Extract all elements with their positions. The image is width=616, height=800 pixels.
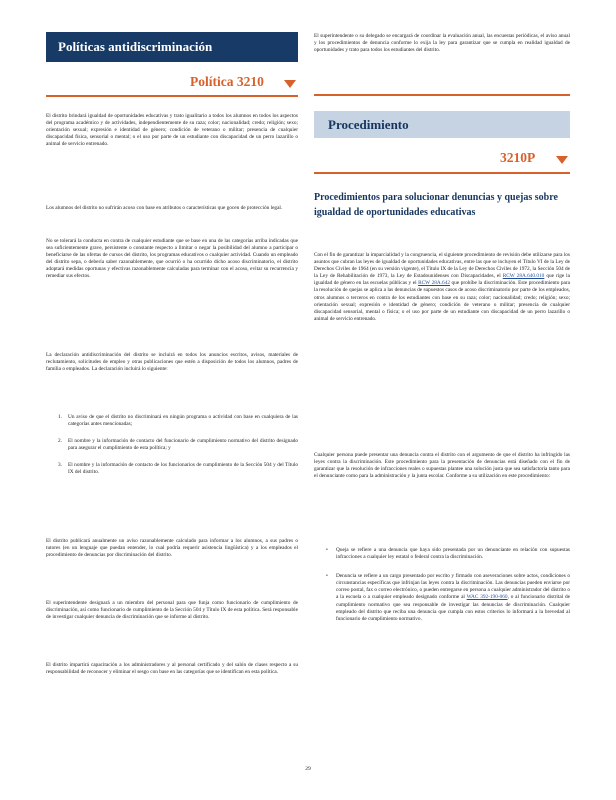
policy-banner [46, 32, 298, 62]
left-para-3: No se tolerará la conducta en contra de cualquier estudiante que se base en una de las categorías arriba indicadas que sea suficientemente grave, persistente o constante respecto a limitar o negar la posibilidad del alumno a participar o beneficiarse de las ofertas de cursos del distrito, los programas educativos o cualquier actividad. Cuando un empleado del distrito sepa, o debería saber razonablemente, que ocurrió o ha ocurrido dicho acoso discriminatorio, el distrito adoptará medidas oportunas y efectivas razonablemente calculadas para terminar con el acoso, evitar su recurrencia y remediar sus efectos. [46, 238, 298, 280]
policy-rule [46, 95, 298, 97]
list-item: 1. Un aviso de que el distrito no discriminará en ningún programa o actividad con base en cualquiera de las categorías antes mencionadas; [58, 414, 298, 428]
left-numbered-list [46, 414, 298, 477]
list-item: 3. El nombre y la información de contacto de los funcionarios de cumplimiento de la Sección 504 y del Título IX del distrito. [58, 462, 298, 476]
left-para-1: El distrito brindará igualdad de oportunidades educativas y trato igualitario a todos los alumnos en todos los aspectos del programa académico y de actividades, independientemente de su raza; color; nacionalidad; credo; religión; sexo; orientación sexual; expresión e identidad de género; condición de veterano o militar; presencia de cualquier discapacidad física, sensorial o mental; o el uso por parte de un estudiante con discapacidad de un perro lazarillo o animal de servicio entrenado. [46, 113, 298, 148]
procedure-banner-title: Procedimiento [328, 117, 409, 132]
left-para-6: El superintendente designará a un miembro del personal para que funja como funcionario de cumplimiento de discriminación, así como funcionario de cumplimiento de la Sección 504 y Título IX de esta política. Será responsable de investigar cualquier denuncia de discriminación que se informe al distrito. [46, 600, 298, 621]
procedure-banner [314, 111, 570, 138]
procedure-number: 3210P [500, 150, 536, 165]
policy-number: Política 3210 [190, 74, 264, 89]
list-item: • Denuncia se refiere a un cargo presentado por escrito y firmado con aseveraciones sobre actos, condiciones o circunstancias específicas que infrinjan las leyes contra la discriminación. Las denuncias pueden enviarse por correo postal, fax o correo electrónico, o pueden entregarse en persona a cualquier administrador del distrito o a la escuela o a cualquier empleado designado conforme al WAC 392-190-060, o al funcionario distrital de cumplimiento normativo que sea responsable de investigar las denuncias de discriminación. Cualquier empleado del distrito que reciba una denuncia que cumpla con estos criterios lo informará a la brevedad al funcionario de cumplimiento normativo. [326, 573, 570, 622]
rcw-link-1[interactable]: RCW 28A.640.010 [502, 273, 545, 280]
left-para-2: Los alumnos del distrito no sufrirán acoso con base en atributos o características que gocen de protección legal. [46, 205, 283, 211]
left-para-7: El distrito impartirá capacitación a los administradores y al personal certificado y del salón de clases respecto a su responsabilidad de reconocer y eliminar el sesgo con base en las categorías que se identifican en esta política. [46, 662, 298, 676]
procedure-rule [314, 172, 570, 174]
right-para-2: Cualquier persona puede presentar una denuncia contra el distrito con el argumento de que el distrito ha infringido las leyes contra la discriminación. Este procedimiento para la presentación de denuncias está diseñado con el fin de garantizar que la resolución de infracciones reales o supuestas plantee una solución justa que sea satisfactoria tanto para el denunciante como para la administración y la junta escolar. Conforme a su utilización en este procedimiento: [314, 452, 570, 480]
procedure-heading: Procedimientos para solucionar denuncias y quejas sobre igualdad de oportunidades educativas [314, 192, 558, 218]
right-top-para: El superintendente o su delegado se encargará de coordinar la evaluación anual, las encuestas periódicas, el aviso anual y los procedimientos de denuncia conforme lo exija la ley para garantizar que se cumpla en realidad igualdad de oportunidades y trato para todos los estudiantes del distrito. [314, 33, 570, 54]
top-rule [314, 94, 570, 96]
right-para-1: Con el fin de garantizar la imparcialidad y la congruencia, el siguiente procedimiento de revisión debe utilizarse para los asuntos que cubran las leyes de igualdad de oportunidades educativas, entre las que se incluyen el Título VI de la Ley de Derechos Civiles de 1964 (en su versión vigente), el Título IX de la Ley de Derechos Civiles de 1972, la Sección 504 de la Ley de Rehabilitación de 1973, la Ley de Estadounidenses con Discapacidades, el RCW 28A.640.010 que rige la igualdad de género en las escuelas públicas y el RCW 28A.642 que prohíbe la discriminación. Este procedimiento para la resolución de quejas se aplica a las denuncias de supuestos casos de acoso discriminatorio por parte de los empleados, otros alumnos o terceros en contra de los estudiantes con base en su raza; color; nacionalidad; credo; religión; sexo; orientación sexual; expresión e identidad de género; condición de veterano o militar; presencia de cualquier discapacidad sensorial, mental o física; o el uso por parte de un estudiante con discapacidad de un perro lazarillo o animal de servicio entrenado. [314, 252, 570, 322]
triangle-down-icon [556, 156, 568, 164]
policy-banner-title: Políticas antidiscriminación [58, 39, 213, 54]
wac-link[interactable]: WAC 392-190-060 [466, 594, 508, 601]
list-item: • Queja se refiere a una denuncia que haya sido presentada por un denunciante en relación con supuestas infracciones a cualquier ley estatal o federal contra la discriminación. [326, 547, 570, 561]
definitions-list [314, 547, 570, 623]
rcw-link-2[interactable]: RCW 28A.642 [418, 280, 450, 287]
list-item: 2. El nombre y la información de contacto del funcionario de cumplimiento normativo del distrito designado para asegurar el cumplimiento de esta política; y [58, 438, 298, 452]
page-number: 29 [305, 766, 311, 772]
triangle-down-icon [284, 80, 296, 88]
left-para-5: El distrito publicará anualmente un aviso razonablemente calculado para informar a los alumnos, a sus padres o tutores (en un lenguaje que puedan entender, lo cual podría requerir asistencia lingüística) y a los empleados el procedimiento de denuncias por discriminación del distrito. [46, 538, 298, 559]
left-para-4: La declaración antidiscriminación del distrito se incluirá en todos los anuncios escritos, avisos, materiales de reclutamiento, solicitudes de empleo y otras publicaciones que estén a disposición de todos los alumnos, padres de familia o empleados. La declaración incluirá lo siguiente: [46, 352, 298, 373]
